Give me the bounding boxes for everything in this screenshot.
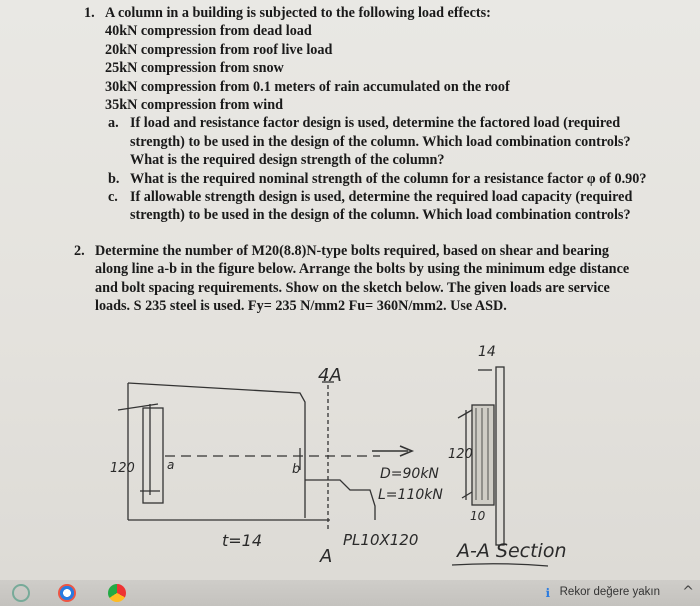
part-a-line: strength) to be used in the design of the column. Which load combination controls?	[130, 133, 631, 150]
dim-line	[118, 404, 158, 410]
load-item: 20kN compression from roof live load	[105, 41, 333, 58]
load-item: 25kN compression from snow	[105, 60, 284, 77]
browser-icon[interactable]	[58, 584, 76, 602]
problem-1-intro: A column in a building is subjected to the following load effects:	[105, 5, 491, 21]
load-item: 40kN compression from dead load	[105, 23, 312, 40]
problem-2-line: loads. S 235 steel is used. Fy= 235 N/mm2 Fu= 360N/mm2. Use ASD.	[95, 298, 507, 315]
taskbar	[0, 580, 700, 606]
problem-2-number: 2.	[74, 243, 85, 259]
gusset-outline	[128, 383, 305, 518]
dim-14-label: 14	[478, 344, 496, 360]
section-title: A-A Section	[457, 540, 567, 562]
title-underline	[452, 564, 548, 566]
thickness-label: t=14	[222, 531, 263, 550]
dim-120-right-label: 120	[448, 447, 473, 462]
problem-2-line: along line a-b in the figure below. Arrange the bolts by using the minimum edge distance	[95, 261, 630, 278]
dead-load-label: D=90kN	[380, 466, 439, 482]
part-c-line: strength) to be used in the design of the column. Which load combination controls?	[130, 207, 631, 224]
chevron-up-icon[interactable]: ^	[682, 584, 694, 600]
dim-line	[458, 410, 472, 418]
section-plate-thin	[496, 367, 504, 545]
app-icon[interactable]	[12, 584, 30, 602]
part-c-line: If allowable strength design is used, determine the required load capacity (required	[130, 189, 633, 206]
left-plate	[143, 408, 163, 503]
live-load-label: L=110kN	[378, 487, 443, 503]
point-a-label: a	[167, 458, 175, 472]
part-a-line: If load and resistance factor design is used, determine the factored load (required	[130, 115, 621, 132]
part-b-line: What is the required nominal strength of the column for a resistance factor φ of 0.90?	[130, 170, 647, 187]
notification-text: Rekor değere yakın	[559, 586, 660, 598]
part-a-line: What is the required design strength of the column?	[130, 152, 445, 169]
point-b-label: b	[292, 462, 301, 477]
dim-10-label: 10	[470, 509, 486, 523]
problem-1-number: 1.	[84, 5, 95, 21]
problem-2-line: and bolt spacing requirements. Show on the sketch below. The given loads are service	[95, 279, 610, 296]
section-cut-bottom-label: A	[320, 546, 333, 567]
load-item: 35kN compression from wind	[105, 97, 284, 114]
chrome-icon[interactable]	[108, 584, 126, 602]
problem-2-line: Determine the number of M20(8.8)N-type bolts required, based on shear and bearing	[95, 243, 610, 259]
lower-plate	[305, 480, 375, 520]
part-b-label: b.	[108, 170, 120, 187]
dim-120-left-label: 120	[110, 461, 135, 476]
part-a-label: a.	[108, 115, 119, 132]
load-item: 30kN compression from 0.1 meters of rain accumulated on the roof	[105, 78, 510, 95]
notification-icon: ℹ	[545, 586, 550, 600]
dim-line	[462, 492, 472, 498]
section-cut-top-label: 4A	[318, 365, 342, 386]
part-c-label: c.	[108, 189, 118, 206]
section-plate-thick	[472, 405, 494, 505]
plate-label: PL10X120	[343, 531, 419, 549]
